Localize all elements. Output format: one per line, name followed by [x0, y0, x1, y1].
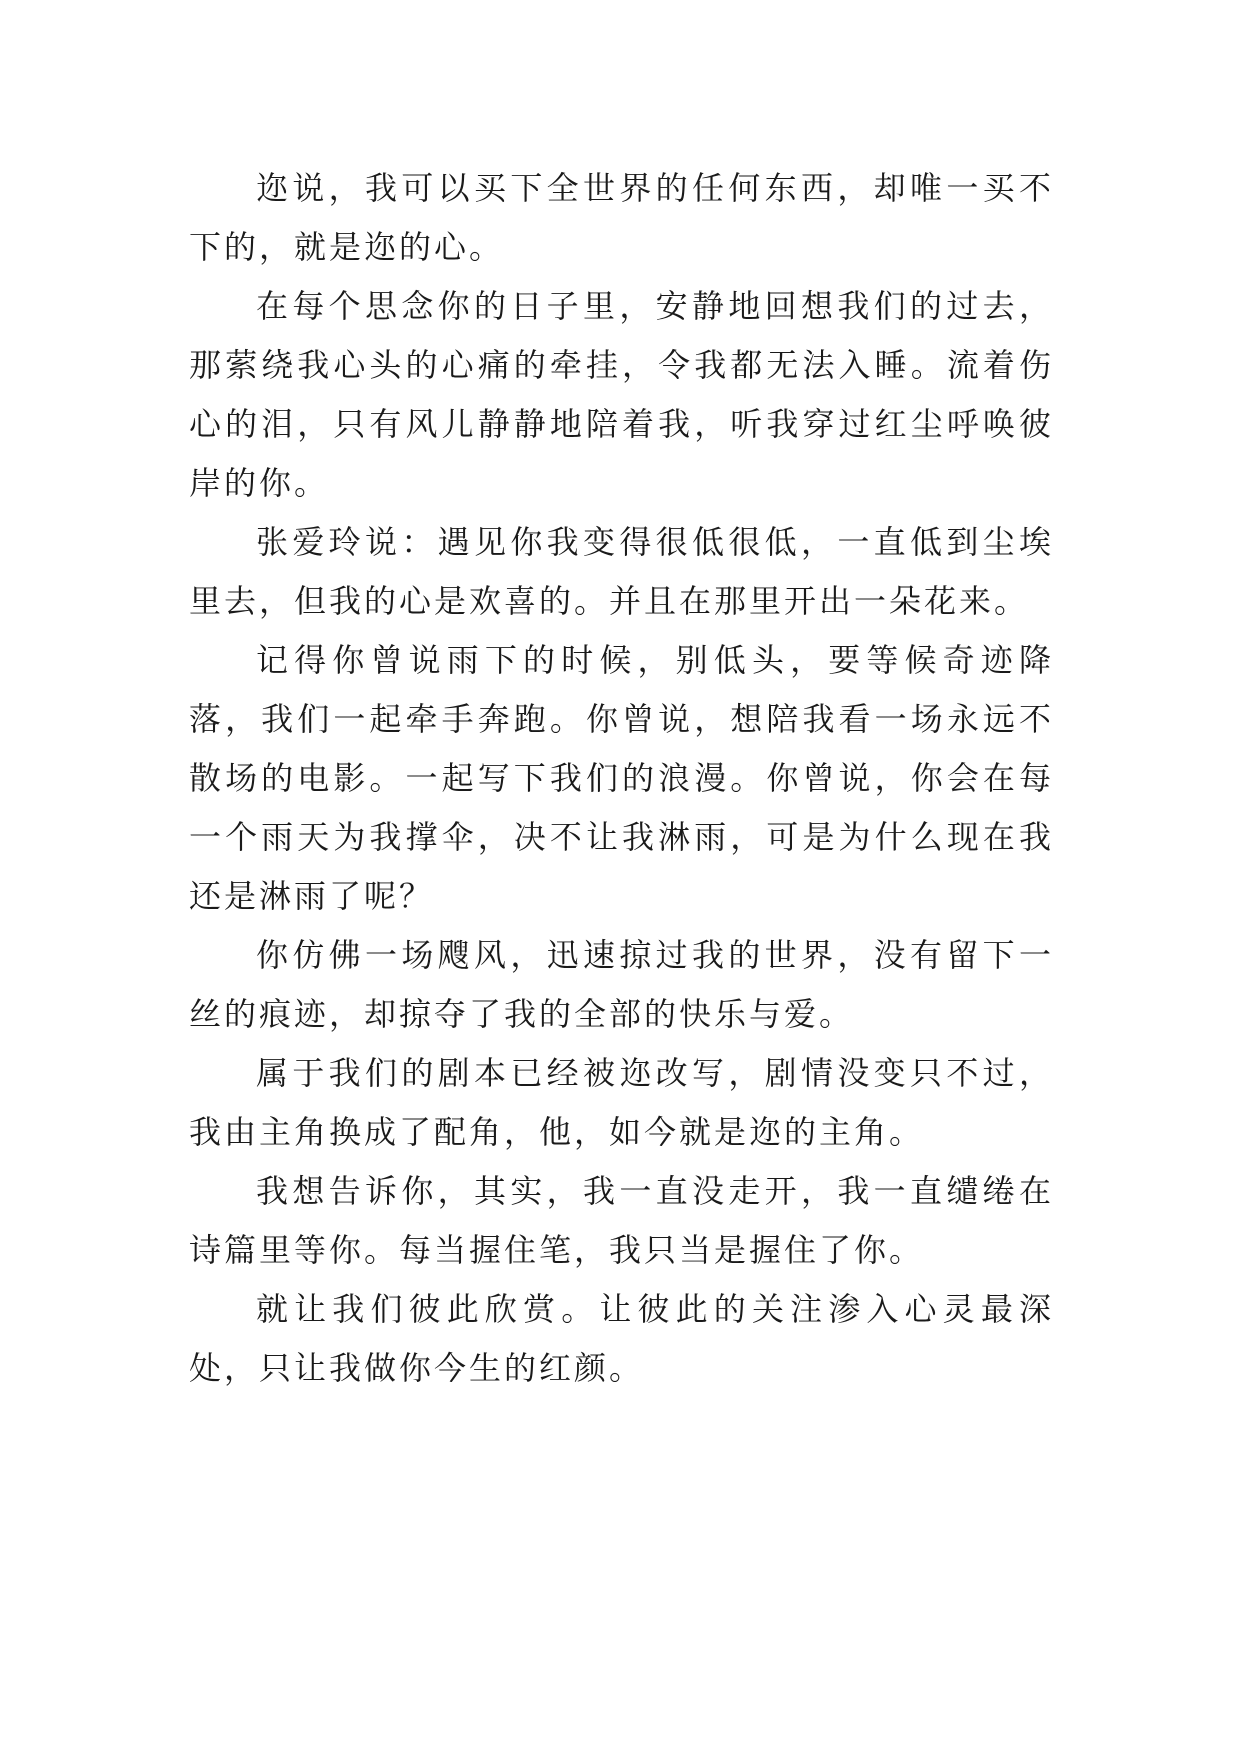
paragraph-1: 迩说，我可以买下全世界的任何东西，却唯一买不下的，就是迩的心。 [189, 169, 1054, 266]
paragraph-5: 你仿佛一场飕风，迅速掠过我的世界，没有留下一丝的痕迹，却掠夺了我的全部的快乐与爱。 [189, 936, 1054, 1033]
paragraph-3: 张爱玲说：遇见你我变得很低很低，一直低到尘埃里去，但我的心是欢喜的。并且在那里开出一朵花来。 [189, 523, 1054, 620]
paragraph-6: 属于我们的剧本已经被迩改写，剧情没变只不过，我由主角换成了配角，他，如今就是迩的主角。 [189, 1054, 1054, 1151]
document-body [189, 159, 1054, 1398]
paragraph-2: 在每个思念你的日子里，安静地回想我们的过去，那萦绕我心头的心痛的牵挂，令我都无法入睡。流着伤心的泪，只有风儿静静地陪着我，听我穿过红尘呼唤彼岸的你。 [189, 287, 1054, 502]
paragraph-7: 我想告诉你，其实，我一直没走开，我一直缱绻在诗篇里等你。每当握住笔，我只当是握住了你。 [189, 1172, 1054, 1269]
paragraph-8: 就让我们彼此欣赏。让彼此的关注渗入心灵最深处，只让我做你今生的红颜。 [189, 1290, 1054, 1387]
paragraph-4: 记得你曾说雨下的时候，别低头，要等候奇迹降落，我们一起牵手奔跑。你曾说，想陪我看一场永远不散场的电影。一起写下我们的浪漫。你曾说，你会在每一个雨天为我撑伞，决不让我淋雨，可是为什么现在我还是淋雨了呢？ [189, 641, 1054, 915]
